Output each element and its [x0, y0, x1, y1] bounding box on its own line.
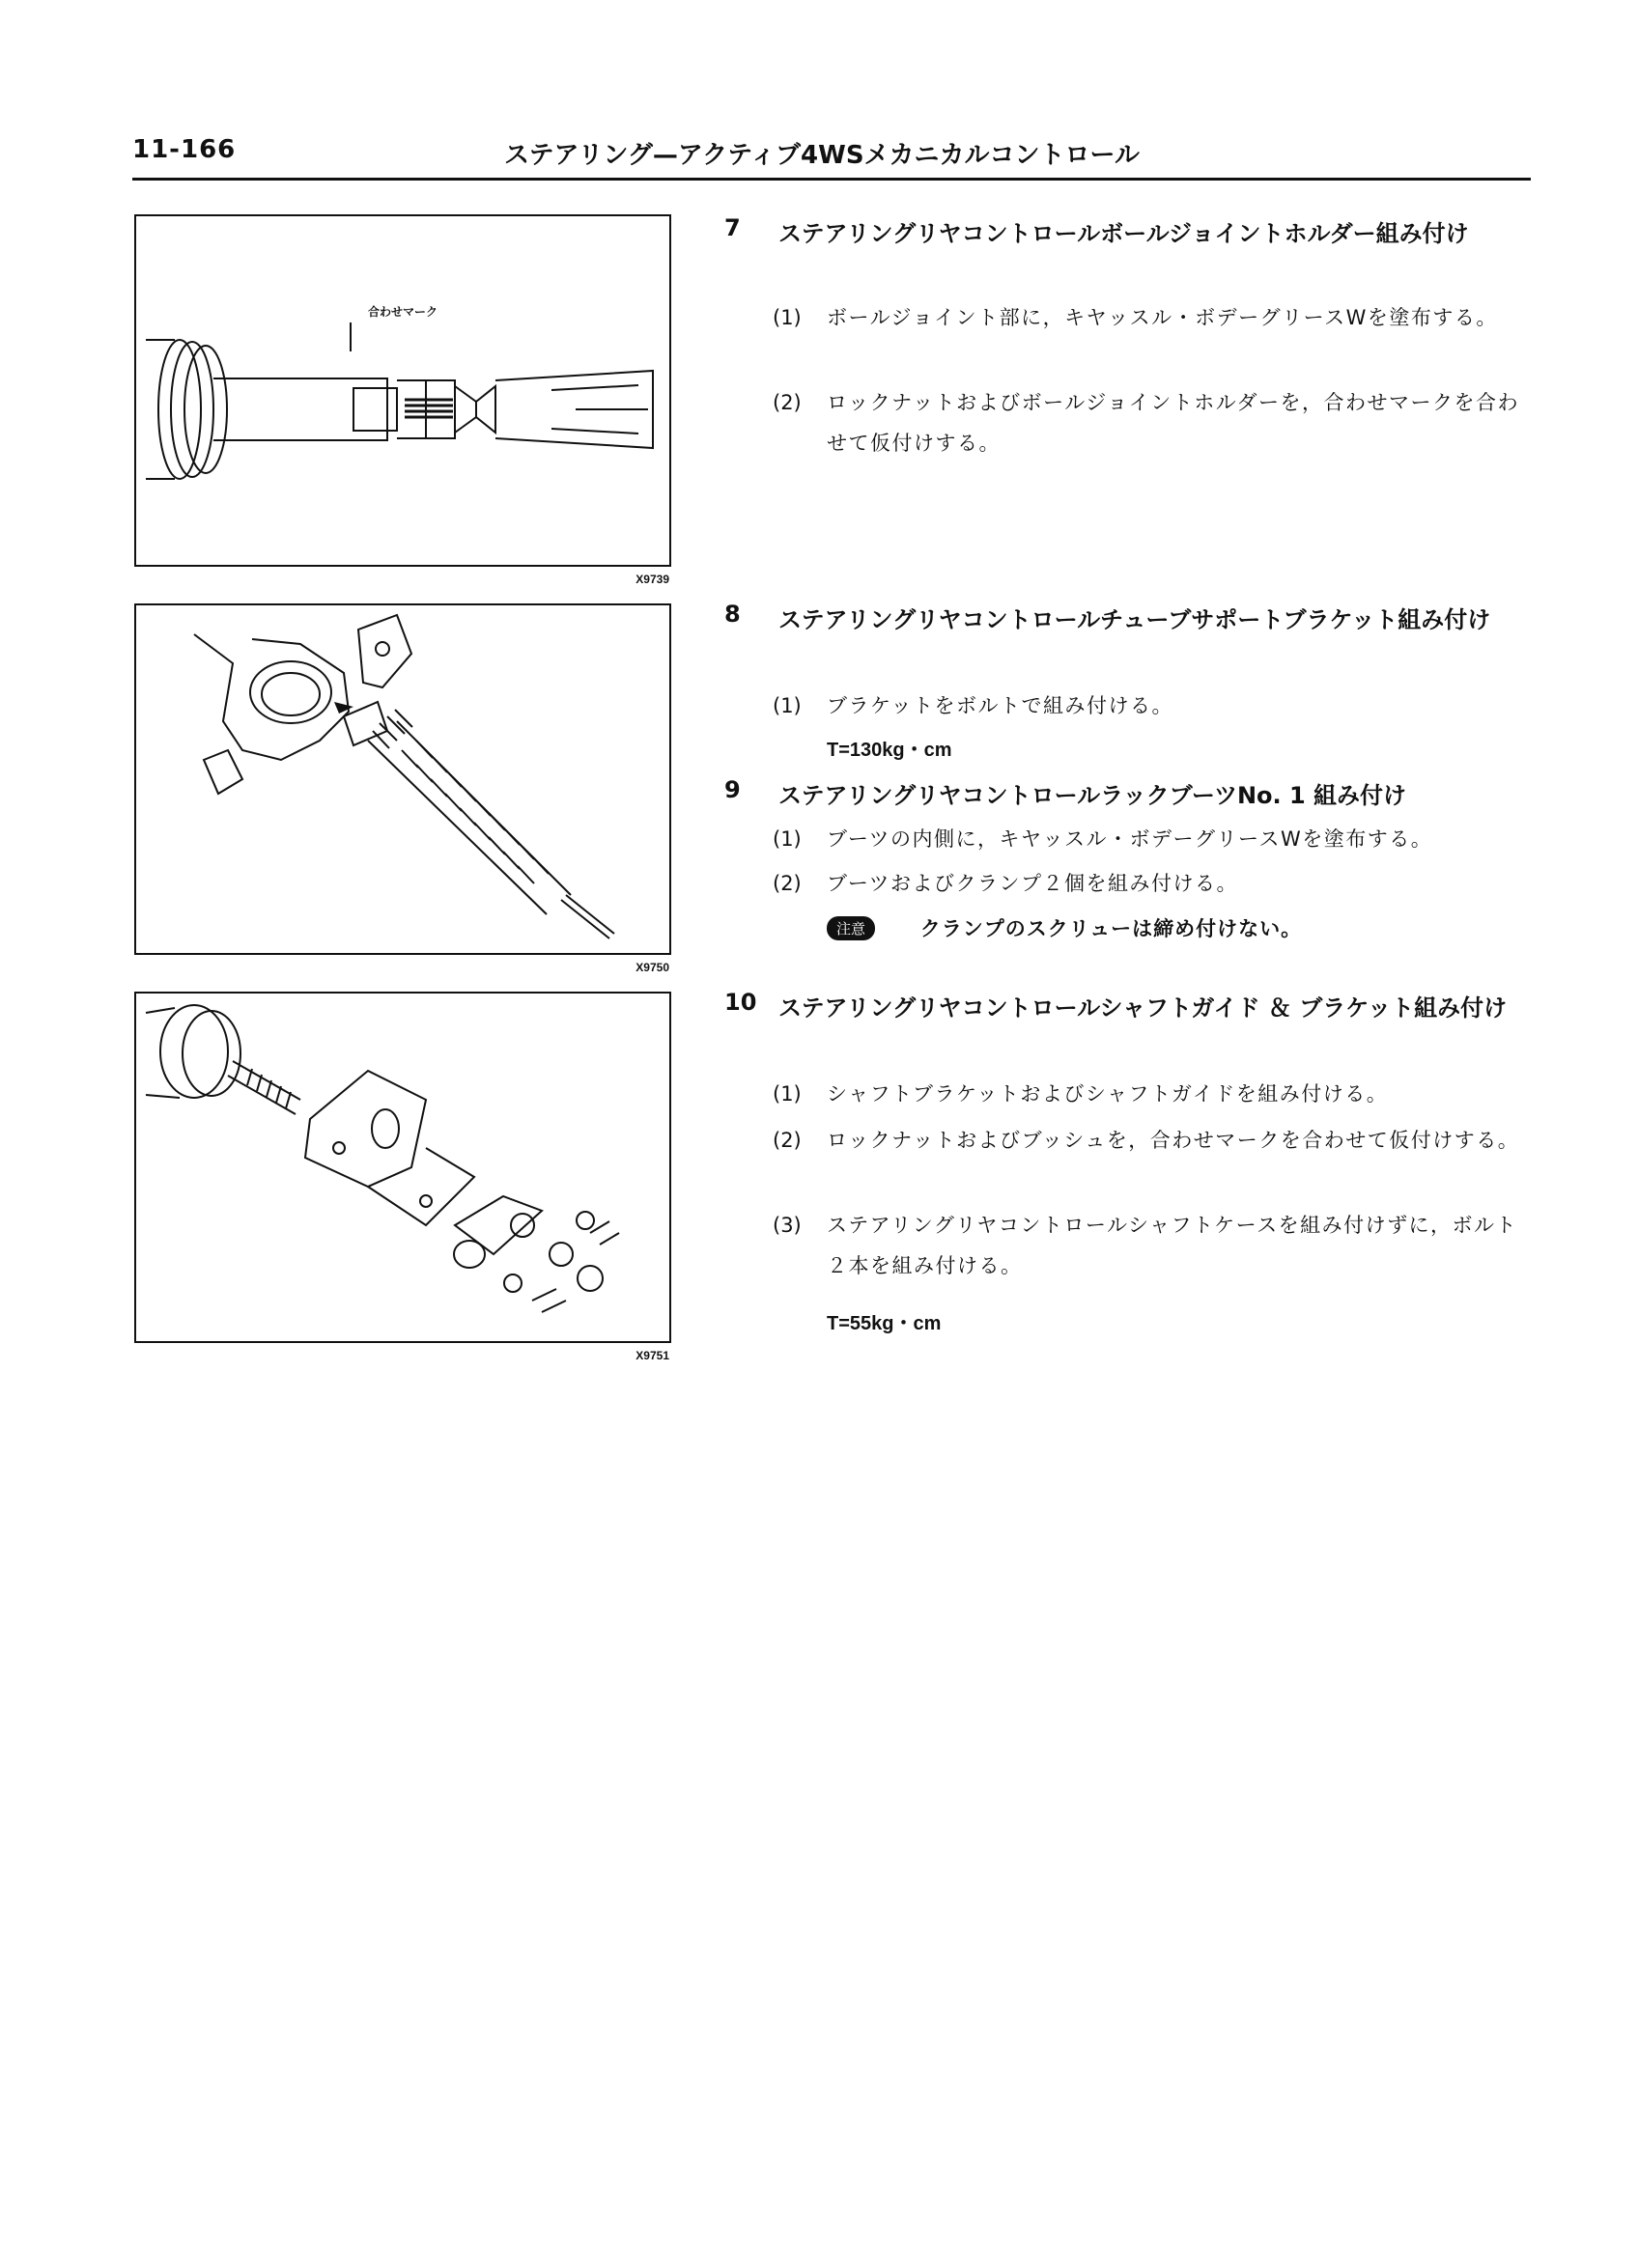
caution-note [827, 913, 1302, 942]
substep-number: (1) [773, 1082, 802, 1106]
substep-text: ステアリングリヤコントロールシャフトケースを組み付けずに，ボルト２本を組み付ける。 [827, 1214, 1518, 1277]
page-header [132, 131, 1531, 180]
figure-ball-joint-holder [134, 214, 671, 586]
step-title: ステアリングリヤコントロールラックブーツNo. 1 組み付け [778, 782, 1407, 809]
substep-text: ブーツの内側に，キヤッスル・ボデーグリースWを塗布する。 [827, 827, 1433, 851]
figure-code: X9751 [635, 1349, 669, 1362]
torque-spec: T=130kg・cm [827, 740, 952, 761]
substep-number: (1) [773, 306, 802, 329]
substep-text: シャフトブラケットおよびシャフトガイドを組み付ける。 [827, 1082, 1389, 1106]
ball-joint-illustration [136, 216, 669, 565]
page-number: 11-166 [132, 135, 237, 164]
substep-number: (1) [773, 694, 802, 717]
torque-spec: T=55kg・cm [827, 1313, 942, 1334]
figure-tube-support-bracket [134, 603, 671, 974]
substep-text: ロックナットおよびボールジョイントホルダーを，合わせマークを合わせて仮付けする。 [827, 391, 1519, 455]
figure-code: X9739 [635, 573, 669, 586]
substep-text: ロックナットおよびブッシュを，合わせマークを合わせて仮付けする。 [827, 1129, 1520, 1152]
header-rule [132, 178, 1531, 181]
substep-text: ブーツおよびクランプ２個を組み付ける。 [827, 872, 1239, 895]
substep-text: ブラケットをボルトで組み付ける。 [827, 694, 1173, 717]
bracket-boot-illustration [136, 605, 669, 953]
caution-text: クランプのスクリューは締め付けない。 [919, 917, 1303, 940]
step-title: ステアリングリヤコントロールチューブサポートブラケット組み付け [778, 606, 1491, 633]
page-title: ステアリング—アクティブ4WSメカニカルコントロール [504, 141, 1141, 170]
substep-number: (1) [773, 827, 802, 851]
step-number: 9 [724, 776, 741, 803]
step-title: ステアリングリヤコントロールボールジョイントホルダー組み付け [778, 220, 1469, 247]
substep-number: (3) [773, 1214, 802, 1237]
step-number: 8 [724, 601, 741, 628]
figure-code: X9750 [635, 961, 669, 974]
shaft-guide-illustration [136, 994, 669, 1341]
substep-number: (2) [773, 1129, 802, 1152]
figure-shaft-guide-bracket [134, 992, 671, 1362]
alignment-mark-callout: 合わせマーク [368, 305, 438, 319]
step-number: 7 [724, 214, 741, 241]
substep-text: ボールジョイント部に，キヤッスル・ボデーグリースWを塗布する。 [827, 306, 1498, 329]
substep-number: (2) [773, 872, 802, 895]
caution-badge: 注意 [827, 916, 875, 940]
step-title: ステアリングリヤコントロールシャフトガイド ＆ ブラケット組み付け [778, 994, 1508, 1022]
substep-number: (2) [773, 391, 802, 414]
step-number: 10 [724, 989, 757, 1016]
